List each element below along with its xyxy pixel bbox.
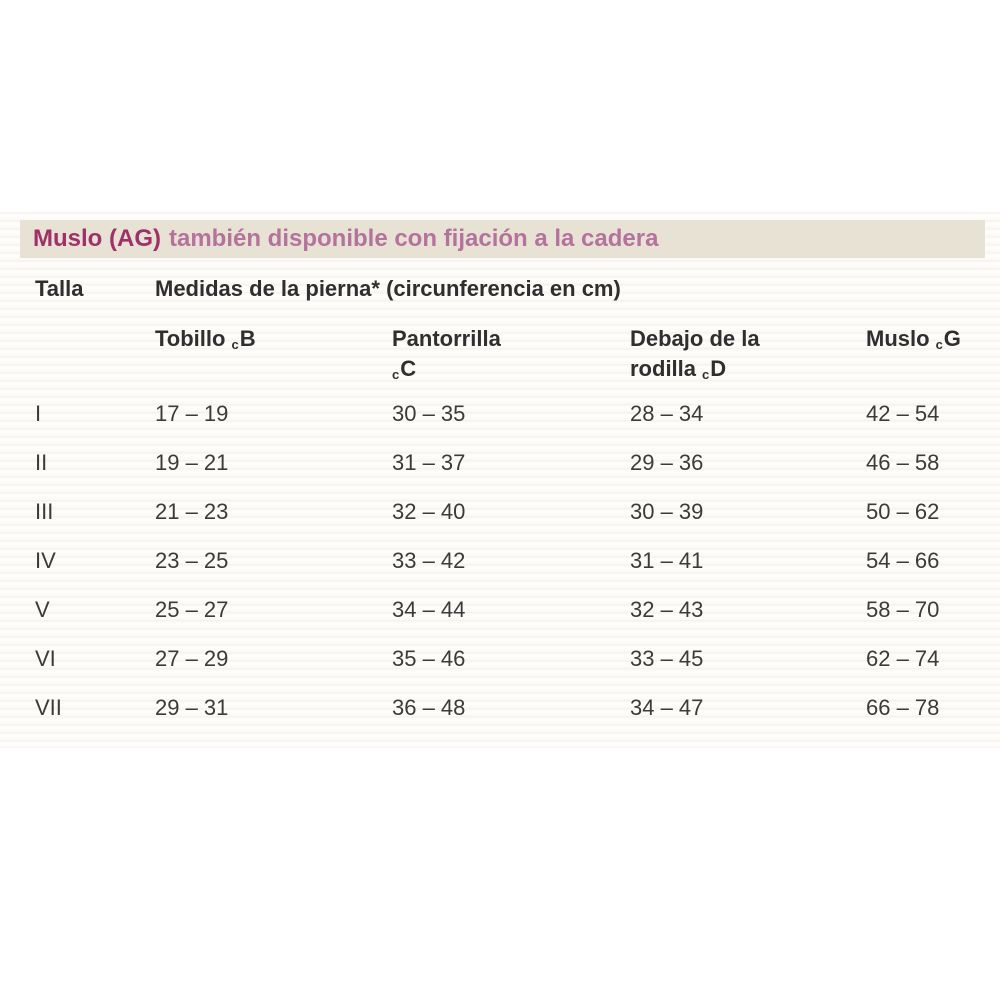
range-cell: 42 – 54 — [866, 400, 940, 426]
range-cell: 62 – 74 — [866, 645, 940, 671]
scan-area — [0, 212, 1000, 748]
range-cell: 29 – 36 — [630, 449, 704, 475]
measure-symbol-cb: cB — [231, 326, 256, 352]
column-header-pantorrilla — [392, 316, 630, 389]
range-cell: 34 – 47 — [630, 694, 704, 720]
range-cell: 28 – 34 — [630, 400, 704, 426]
column-header-row — [35, 316, 996, 389]
range-cell: 33 – 42 — [392, 547, 466, 573]
range-cell: 35 – 46 — [392, 645, 466, 671]
table-row — [35, 389, 996, 438]
range-cell: 46 – 58 — [866, 449, 940, 475]
range-cell: 36 – 48 — [392, 694, 466, 720]
group-header-row — [35, 268, 996, 316]
sizing-table — [35, 268, 996, 732]
size-column-header: Talla — [35, 276, 84, 301]
measures-group-header: Medidas de la pierna* (circunferencia en cm) — [155, 276, 621, 301]
size-cell: VI — [35, 645, 56, 671]
range-cell: 32 – 43 — [630, 596, 704, 622]
range-cell: 21 – 23 — [155, 498, 229, 524]
range-cell: 31 – 37 — [392, 449, 466, 475]
column-header-muslo — [866, 316, 996, 389]
range-cell: 30 – 39 — [630, 498, 704, 524]
size-cell: II — [35, 449, 48, 475]
measure-symbol-cd: cD — [702, 356, 727, 382]
range-cell: 50 – 62 — [866, 498, 940, 524]
range-cell: 58 – 70 — [866, 596, 940, 622]
size-cell: VII — [35, 694, 62, 720]
product-name: Muslo (AG) — [33, 225, 161, 252]
column-label: Muslo — [866, 326, 930, 351]
range-cell: 32 – 40 — [392, 498, 466, 524]
sizing-table-wrap — [35, 268, 996, 732]
range-cell: 17 – 19 — [155, 400, 229, 426]
range-cell: 25 – 27 — [155, 596, 229, 622]
empty-header-cell — [35, 316, 155, 389]
banner-note: también disponible con fijación a la cadera — [168, 225, 659, 252]
column-label: Pantorrilla — [392, 326, 501, 351]
size-cell: IV — [35, 547, 56, 573]
size-cell: III — [35, 498, 54, 524]
range-cell: 66 – 78 — [866, 694, 940, 720]
range-cell: 33 – 45 — [630, 645, 704, 671]
range-cell: 54 – 66 — [866, 547, 940, 573]
table-row — [35, 438, 996, 487]
table-row — [35, 585, 996, 634]
range-cell: 30 – 35 — [392, 400, 466, 426]
column-header-debajo-rodilla — [630, 316, 866, 389]
table-row — [35, 536, 996, 585]
range-cell: 29 – 31 — [155, 694, 229, 720]
measure-symbol-cg: cG — [935, 326, 961, 352]
range-cell: 27 – 29 — [155, 645, 229, 671]
measure-symbol-cc: cC — [392, 356, 417, 382]
table-row — [35, 487, 996, 536]
table-row — [35, 683, 996, 732]
column-header-tobillo — [155, 316, 392, 389]
size-cell: I — [35, 400, 42, 426]
column-label: Tobillo — [155, 326, 226, 351]
product-banner — [20, 220, 985, 258]
column-label-line2: rodilla — [630, 356, 697, 381]
size-cell: V — [35, 596, 50, 622]
range-cell: 23 – 25 — [155, 547, 229, 573]
table-row — [35, 634, 996, 683]
column-label: Debajo de la — [630, 326, 760, 351]
range-cell: 34 – 44 — [392, 596, 466, 622]
range-cell: 31 – 41 — [630, 547, 704, 573]
range-cell: 19 – 21 — [155, 449, 229, 475]
